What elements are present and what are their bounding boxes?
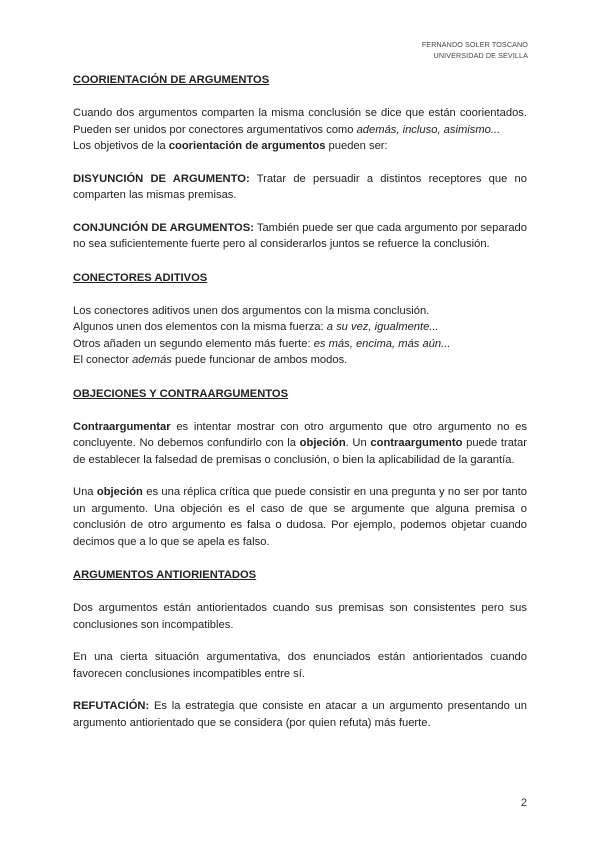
antiorientados-paragraph-1: Dos argumentos están antiorientados cuando sus premisas son consistentes pero sus conclusiones son incompatibles. — [73, 602, 527, 631]
antiorientados-paragraph-2: En una cierta situación argumentativa, dos enunciados están antiorientados cuando favorecen conclusiones incompatibles entre sí. — [73, 651, 527, 680]
section-title-coorientacion: COORIENTACIÓN DE ARGUMENTOS — [73, 74, 270, 86]
section-title-conectores: CONECTORES ADITIVOS — [73, 271, 208, 284]
conectores-line-4: El conector además puede funcionar de ambos modos. — [73, 354, 348, 366]
page-content — [73, 72, 527, 731]
refutacion-paragraph: REFUTACIÓN: Es la estrategia que consiste en atacar a un argumento presentando un argumento antiorientado que se considera (por quien refuta) más fuerte. — [73, 700, 527, 729]
objeciones-paragraph-1: Contraargumentar es intentar mostrar con otro argumento que otro argumento no es concluyente. No debemos confundirlo con la objeción. Un contraargumento puede tratar de establecer la falsedad de premisas o conclusión, o bien la aplicabilidad de la garantía. — [73, 420, 527, 466]
section-title-objeciones: OBJECIONES Y CONTRAARGUMENTOS — [73, 387, 289, 400]
header-institution: UNIVERSIDAD DE SEVILLA — [433, 50, 528, 60]
conectores-line-3: Otros añaden un segundo elemento más fuerte: es más, encima, más aún... — [73, 337, 451, 350]
header-author: FERNANDO SOLER TOSCANO — [421, 40, 528, 49]
conectores-line-1: Los conectores aditivos unen dos argumentos con la misma conclusión. — [73, 304, 430, 317]
coorientacion-paragraph-2: Los objetivos de la coorientación de argumentos pueden ser: — [73, 140, 388, 152]
conjuncion-paragraph: CONJUNCIÓN DE ARGUMENTOS: También puede ser que cada argumento por separado no sea suficientemente fuerte pero al considerarlos juntos se refuerce la conclusión. — [73, 221, 527, 250]
coorientacion-paragraph-1: Cuando dos argumentos comparten la misma conclusión se dice que están coorientados. Pueden ser unidos por conectores argumentativos como además, incluso, asimismo... — [73, 107, 527, 136]
disyuncion-paragraph: DISYUNCIÓN DE ARGUMENTO: Tratar de persuadir a distintos receptores que no comparten las mismas premisas. — [73, 172, 527, 201]
objeciones-paragraph-2: Una objeción es una réplica crítica que puede consistir en una pregunta y no ser por tanto un argumento. Una objeción es el caso de que se argumente que alguna premisa o conclusión de otro argumento es falsa o dudosa. Por ejemplo, podemos objetar cuando decimos que a lo que se apela es falso. — [73, 486, 527, 548]
page-number: 2 — [520, 797, 527, 809]
page-header — [422, 40, 528, 61]
section-title-antiorientados: ARGUMENTOS ANTIORIENTADOS — [73, 569, 257, 581]
conectores-line-2: Algunos unen dos elementos con la misma fuerza: a su vez, igualmente... — [73, 321, 439, 333]
